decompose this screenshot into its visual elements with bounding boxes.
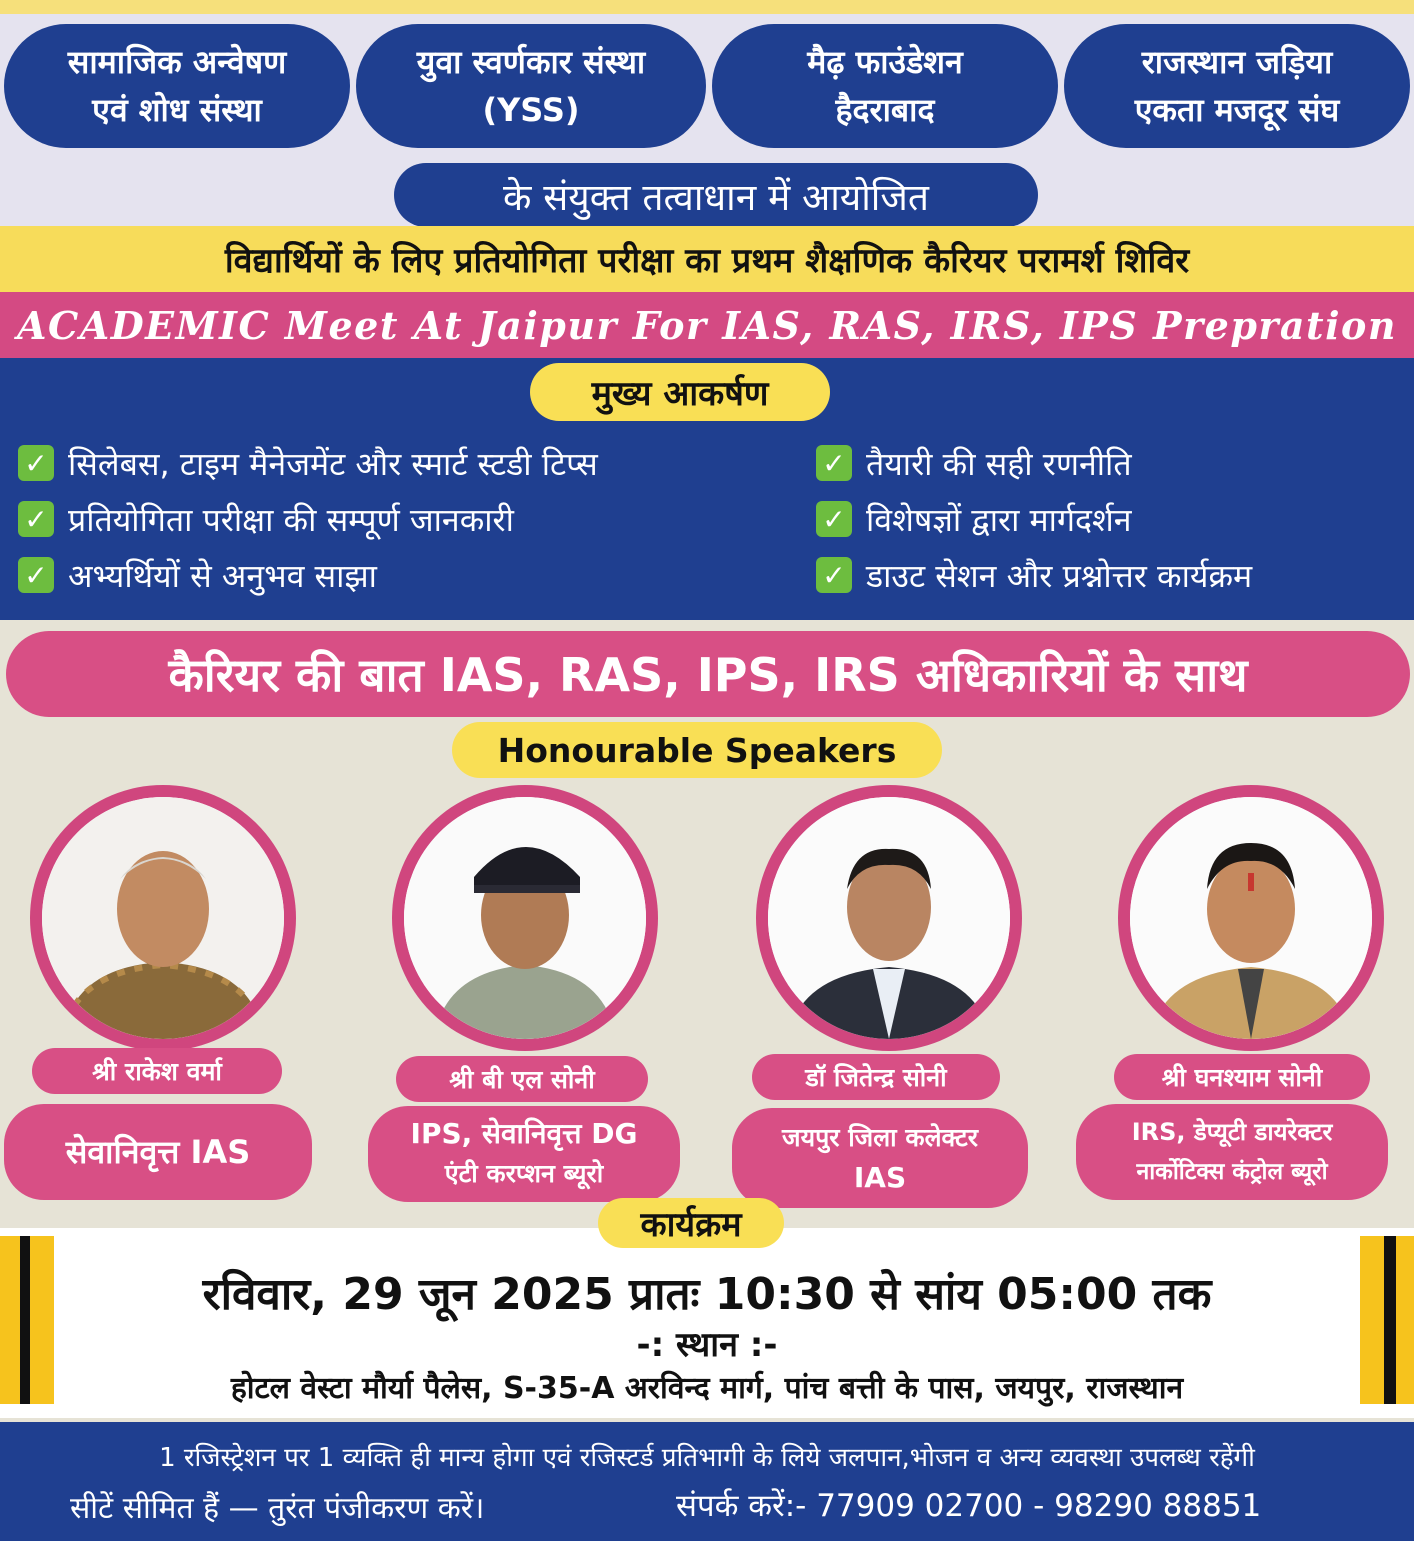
check-icon: ✓ <box>18 557 54 593</box>
speaker-3-role-line1: जयपुर जिला कलेक्टर <box>782 1123 978 1152</box>
speaker-3-name: डॉ जितेन्द्र सोनी <box>752 1054 1000 1100</box>
check-icon: ✓ <box>18 445 54 481</box>
feature-item <box>18 438 798 488</box>
attractions-title: मुख्य आकर्षण <box>530 363 830 421</box>
top-strip <box>0 0 1414 14</box>
organizer-2 <box>356 24 706 148</box>
feature-text: विशेषज्ञों द्वारा मार्गदर्शन <box>866 500 1132 539</box>
feature-text: डाउट सेशन और प्रश्नोत्तर कार्यक्रम <box>866 556 1253 595</box>
speakers-title: Honourable Speakers <box>452 722 942 778</box>
organizer-3-line2: हैदराबाद <box>835 91 935 129</box>
footer-contact: संपर्क करें:- 77909 02700 - 98290 88851 <box>676 1488 1262 1524</box>
speaker-4-photo <box>1118 785 1384 1051</box>
attractions-right-list <box>816 438 1406 600</box>
feature-item <box>816 494 1406 544</box>
organizer-3 <box>712 24 1058 148</box>
organizer-4-line2: एकता मजदूर संघ <box>1134 91 1340 129</box>
footer-seats: सीटें सीमित हैं — तुरंत पंजीकरण करें। <box>70 1491 485 1526</box>
speaker-2-role-line2: एंटी करप्शन ब्यूरो <box>444 1159 604 1188</box>
feature-item <box>816 438 1406 488</box>
organizer-2-line1: युवा स्वर्णकार संस्था <box>416 43 646 81</box>
speaker-1-role-line1: सेवानिवृत्त IAS <box>65 1133 251 1171</box>
venue-address: होटल वेस्टा मौर्या पैलेस, S-35-A अरविन्द मार्ग, पांच बत्ती के पास, जयपुर, राजस्थान <box>230 1371 1184 1406</box>
speaker-4-role-line1: IRS, डेप्यूटी डायरेक्टर <box>1131 1118 1333 1146</box>
program-title: कार्यक्रम <box>598 1198 784 1248</box>
speaker-1-role <box>4 1104 312 1200</box>
person-portrait-icon <box>404 797 646 1039</box>
check-icon: ✓ <box>18 501 54 537</box>
speaker-2-role <box>368 1106 680 1202</box>
career-heading: कैरियर की बात IAS, RAS, IPS, IRS अधिकारियों के साथ <box>6 631 1410 717</box>
organizer-3-line1: मैढ़ फाउंडेशन <box>807 43 963 81</box>
feature-text: सिलेबस, टाइम मैनेजमेंट और स्मार्ट स्टडी टिप्स <box>68 444 598 483</box>
meet-title: ACADEMIC Meet At Jaipur For IAS, RAS, IRS, IPS Prepration <box>0 292 1414 358</box>
organizer-1-line1: सामाजिक अन्वेषण <box>67 43 287 81</box>
decor-bar <box>1396 1236 1414 1404</box>
feature-text: अभ्यर्थियों से अनुभव साझा <box>68 556 377 595</box>
check-icon: ✓ <box>816 501 852 537</box>
speaker-4-role <box>1076 1104 1388 1200</box>
organizer-4 <box>1064 24 1410 148</box>
feature-item <box>816 550 1406 600</box>
organizer-4-line1: राजस्थान जड़िया <box>1141 43 1333 81</box>
person-portrait-icon <box>768 797 1010 1039</box>
feature-item <box>18 494 798 544</box>
person-portrait-icon <box>1130 797 1372 1039</box>
person-portrait-icon <box>42 797 284 1039</box>
feature-text: तैयारी की सही रणनीति <box>866 444 1132 483</box>
speaker-3-role <box>732 1108 1028 1208</box>
decor-bar <box>0 1236 20 1404</box>
organizer-2-line2: (YSS) <box>482 91 580 129</box>
organizer-1 <box>4 24 350 148</box>
feature-item <box>18 550 798 600</box>
check-icon: ✓ <box>816 557 852 593</box>
check-icon: ✓ <box>816 445 852 481</box>
footer-note: 1 रजिस्ट्रेशन पर 1 व्यक्ति ही मान्य होगा एवं रजिस्टर्ड प्रतिभागी के लिये जलपान,भोजन व अन्य व्यवस्था उपलब्ध रहेंगी <box>159 1443 1255 1473</box>
decor-bar <box>1360 1236 1384 1404</box>
speaker-1-photo <box>30 785 296 1051</box>
tagline: के संयुक्त तत्वाधान में आयोजित <box>394 163 1038 227</box>
speaker-3-role-line2: IAS <box>853 1161 907 1194</box>
camp-title: विद्यार्थियों के लिए प्रतियोगिता परीक्षा का प्रथम शैक्षणिक कैरियर परामर्श शिविर <box>0 226 1414 292</box>
speaker-4-role-line2: नार्कोटिक्स कंट्रोल ब्यूरो <box>1136 1159 1328 1185</box>
venue-label: -: स्थान :- <box>636 1325 778 1365</box>
program-datetime: रविवार, 29 जून 2025 प्रातः 10:30 से सांय 05:00 तक <box>202 1269 1212 1320</box>
speaker-1-name: श्री राकेश वर्मा <box>32 1048 282 1094</box>
speaker-2-role-line1: IPS, सेवानिवृत्त DG <box>410 1117 638 1150</box>
decor-bar <box>30 1236 54 1404</box>
speaker-2-photo <box>392 785 658 1051</box>
decor-bar <box>20 1236 30 1404</box>
decor-bar <box>1384 1236 1396 1404</box>
speaker-3-photo <box>756 785 1022 1051</box>
attractions-left-list <box>18 438 798 600</box>
speaker-4-name: श्री घनश्याम सोनी <box>1114 1054 1370 1100</box>
speaker-2-name: श्री बी एल सोनी <box>396 1056 648 1102</box>
feature-text: प्रतियोगिता परीक्षा की सम्पूर्ण जानकारी <box>68 500 514 539</box>
organizer-1-line2: एवं शोध संस्था <box>92 91 262 129</box>
